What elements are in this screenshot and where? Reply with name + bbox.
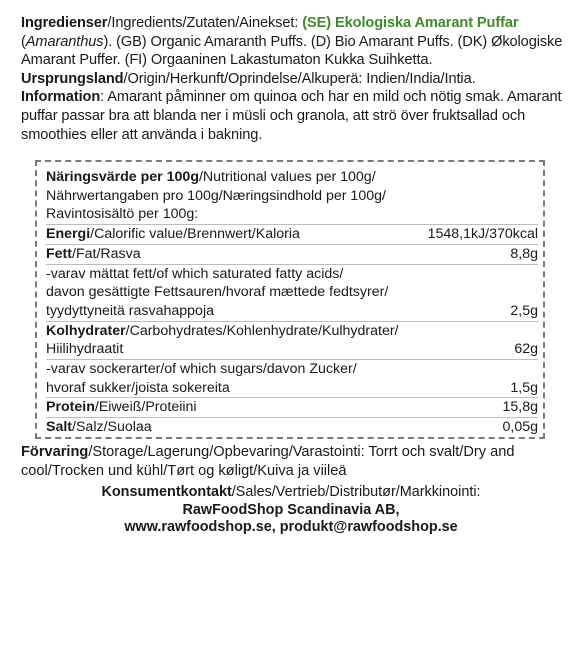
sugars-line2: hvoraf sukker/joista sokereita xyxy=(46,379,230,396)
nutrition-heading xyxy=(46,168,538,225)
fat-translations: /Fat/Rasva xyxy=(72,245,141,262)
fat-value: 8,8g xyxy=(510,245,538,262)
sugars-value: 1,5g xyxy=(510,379,538,396)
product-name-se: (SE) Ekologiska Amarant Puffar xyxy=(302,15,519,31)
ingredients-heading-translations: /Ingredients/Zutaten/Ainekset: xyxy=(107,15,303,31)
protein-label: Protein xyxy=(46,399,95,416)
nutrition-row-salt xyxy=(46,418,538,437)
information-label: Information xyxy=(21,89,101,106)
latin-name: Amaranthus xyxy=(25,33,104,50)
origin-label: Ursprungsland xyxy=(21,70,124,87)
origin-text: /Origin/Herkunft/Oprindelse/Alkuperä: Indien/India/Intia. xyxy=(123,70,476,87)
storage-label: Förvaring xyxy=(21,444,89,460)
saturated-line1: -varav mättat fett/of which saturated fatty acids/ xyxy=(46,265,344,282)
energy-translations: /Calorific value/Brennwert/Kaloria xyxy=(90,226,300,243)
carbohydrates-label: Kolhydrater xyxy=(46,322,126,339)
contact-label: Konsumentkontakt xyxy=(101,484,232,500)
protein-value: 15,8g xyxy=(502,399,538,416)
nutrition-row-carbohydrates xyxy=(46,322,538,360)
saturated-line2: davon gesättigte Fettsauren/hvoraf mættede fedtsyrer/ xyxy=(46,284,389,301)
product-translations: . (GB) Organic Amaranth Puffs. (D) Bio Amarant Puffs. (DK) Økologiske Amarant Puffer. (FI) Orgaaninen Lakastumaton Kukka Suihketta. xyxy=(21,33,563,69)
carbohydrates-value: 62g xyxy=(514,341,538,358)
nutrition-heading-line3: Ravintosisältö per 100g: xyxy=(46,206,199,223)
fat-label: Fett xyxy=(46,245,73,262)
saturated-value: 2,5g xyxy=(510,302,538,319)
nutrition-row-protein xyxy=(46,398,538,418)
ingredients-heading: Ingredienser xyxy=(21,15,108,31)
ingredients-section: Ingredienser/Ingredients/Zutaten/Ainekset: (SE) Ekologiska Amarant Puffar (Amaranthus). (GB) Organic Amaranth Puffs. (D) Bio Amarant Puffs. (DK) Økologiske Amarant Puffer. (FI) Orgaaninen Lakastumaton Kukka Suihketta. Ursprungsland/Origin/Herkunft/Oprindelse/Alkuperä: Indien/India/Intia. Information: Amarant påminner om quinoa och har en mild och nötig smak. Amarant puffar passar bra att blanda ner i müsli och granola, att strö över fruktsallad och smoothies eller att använda i bakning. xyxy=(21,15,563,143)
salt-translations: /Salz/Suolaa xyxy=(72,419,152,436)
protein-translations: /Eiweiß/Proteiini xyxy=(94,399,197,416)
salt-value: 0,05g xyxy=(502,419,538,436)
nutrition-heading-bold: Näringsvärde per 100g xyxy=(46,169,199,185)
storage-section xyxy=(21,443,567,480)
contact-web-email: www.rawfoodshop.se, produkt@rawfoodshop.se xyxy=(124,519,458,536)
nutrition-heading-line2: Nährwertangaben pro 100g/Næringsindhold per 100g/ xyxy=(46,187,386,204)
nutrition-row-fat xyxy=(46,245,538,265)
nutrition-row-saturated xyxy=(46,265,538,322)
contact-translations: /Sales/Vertrieb/Distributør/Markkinointi: xyxy=(231,484,481,500)
carbohydrates-translations: /Carbohydrates/Kohlenhydrate/Kulhydrater/ xyxy=(125,322,399,339)
nutrition-table xyxy=(46,168,538,437)
company-name: RawFoodShop Scandinavia AB, xyxy=(182,501,400,518)
information-text: : Amarant påminner om quinoa och har en mild och nötig smak. Amarant puffar passar bra att blanda ner i müsli och granola, att strö över fruktsallad och smoothies eller att använda i bakning. xyxy=(21,89,562,143)
storage-text: /Storage/Lagerung/Opbevaring/Varastointi: Torrt och svalt/Dry and cool/Trocken und kühl/Tørt og køligt/Kuiva ja viileä xyxy=(21,444,515,479)
energy-label: Energi xyxy=(46,226,91,243)
nutrition-heading-line1: /Nutritional values per 100g/ xyxy=(198,169,376,185)
carbohydrates-line2: Hiilihydraatit xyxy=(46,341,124,358)
saturated-line3: tyydyttyneitä rasvahappoja xyxy=(46,302,214,319)
sugars-line1: -varav sockerarter/of which sugars/davon Zucker/ xyxy=(46,361,357,378)
salt-label: Salt xyxy=(46,419,73,436)
contact-section xyxy=(40,484,542,537)
energy-value: 1548,1kJ/370kcal xyxy=(427,226,538,243)
nutrition-row-sugars xyxy=(46,360,538,398)
nutrition-row-energy xyxy=(46,225,538,245)
